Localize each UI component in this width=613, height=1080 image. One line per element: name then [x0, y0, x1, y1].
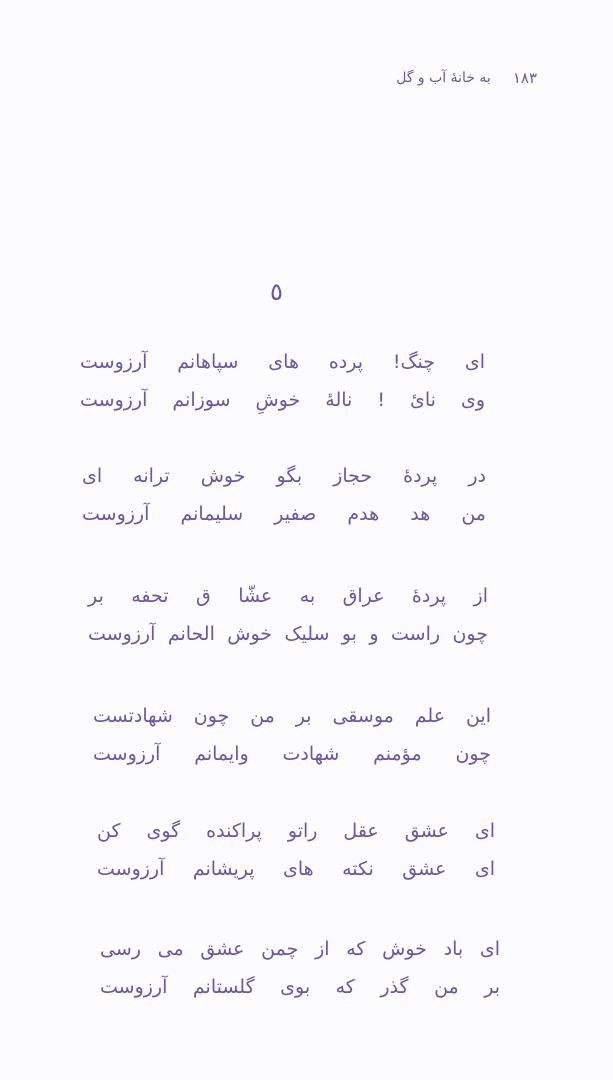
- verse-line: ای عشق نکته های پریشانم آرزوست: [97, 858, 495, 880]
- verse-line: ای عشق عقل راتو پراکنده گوی کن: [97, 820, 495, 842]
- running-head: [372, 66, 537, 90]
- verse-line: چون راست و بو سلیک خوش الحانم آرزوست: [88, 623, 488, 645]
- verse-line: در پردهٔ حجاز بگو خوش ترانه ای: [82, 465, 486, 487]
- stanza: [97, 812, 495, 888]
- stanza: [88, 577, 488, 653]
- stanza: [100, 930, 500, 1006]
- verse-line: ای باد خوش که از چمن عشق می رسی: [100, 938, 500, 960]
- verse-line: ای چنگ! پرده های سپاهانم آرزوست: [80, 351, 485, 373]
- section-number: ٥: [270, 278, 283, 306]
- verse-line: بر من گذر که بوی گلستانم آرزوست: [100, 976, 500, 998]
- verse-line: من هد هدم صفیر سلیمانم آرزوست: [82, 503, 486, 525]
- verse-line: چون مؤمنم شهادت وایمانم آرزوست: [93, 743, 491, 765]
- page-number: ۱۸۳: [512, 69, 537, 87]
- stanza: [93, 697, 491, 773]
- verse-line: این علم موسقی بر من چون شهادتست: [93, 705, 491, 727]
- stanza: [80, 343, 485, 419]
- verse-line: از پردهٔ عراق به عشّا ق تحفه بر: [88, 585, 488, 607]
- running-title: به خانهٔ آب و گل: [396, 70, 491, 86]
- verse-line: وی نائ ! نالهٔ خوشِ سوزانم آرزوست: [80, 389, 485, 411]
- stanza: [82, 457, 486, 533]
